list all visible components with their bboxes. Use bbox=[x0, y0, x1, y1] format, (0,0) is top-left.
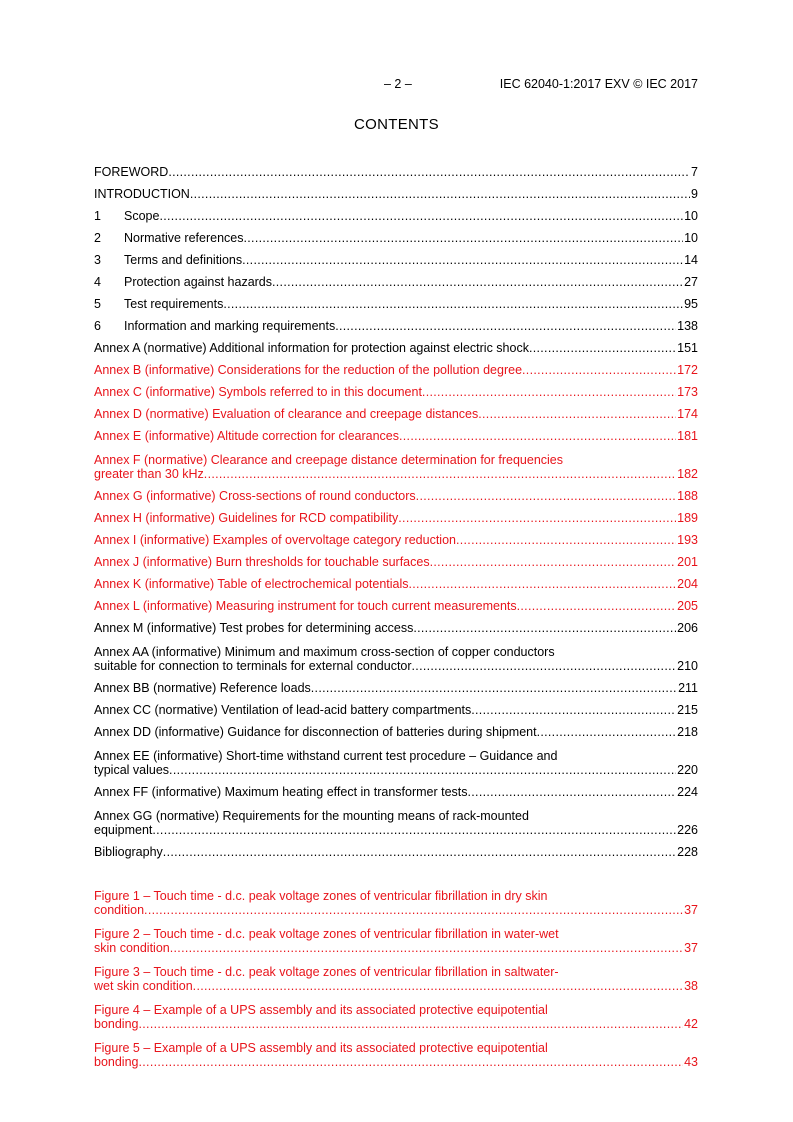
toc-entry-page: 181 bbox=[677, 429, 698, 443]
toc-entry-title-block bbox=[94, 407, 478, 421]
toc-entry-title-block bbox=[94, 385, 422, 399]
toc-entry-title-block bbox=[94, 555, 430, 569]
toc-entry-title: Annex H (informative) Guidelines for RCD compatibility bbox=[94, 511, 399, 525]
toc-entry[interactable] bbox=[94, 613, 698, 635]
toc-entry-title: Annex E (informative) Altitude correction for clearances bbox=[94, 429, 399, 443]
dot-leader bbox=[471, 703, 676, 717]
toc-entry-page: 10 bbox=[684, 231, 698, 245]
toc-entry-page: 10 bbox=[684, 209, 698, 223]
toc-entry-page: 173 bbox=[677, 385, 698, 399]
toc-entry-title: Figure 2 – Touch time - d.c. peak voltage zones of ventricular fibrillation in water-wet bbox=[94, 927, 559, 941]
toc-entry-title-block bbox=[94, 187, 190, 201]
dot-leader bbox=[170, 941, 683, 955]
toc-entry-number: 6 bbox=[94, 319, 101, 333]
toc-entry[interactable] bbox=[94, 547, 698, 569]
dot-leader bbox=[242, 253, 683, 267]
toc-entry-title: INTRODUCTION bbox=[94, 187, 190, 201]
toc-entry[interactable] bbox=[94, 245, 698, 267]
toc-entry-page: 201 bbox=[677, 555, 698, 569]
toc-entry[interactable] bbox=[94, 503, 698, 525]
toc-entry[interactable] bbox=[94, 591, 698, 613]
toc-entry-page: 220 bbox=[677, 763, 698, 777]
toc-entry[interactable] bbox=[94, 717, 698, 739]
toc-entry[interactable] bbox=[94, 157, 698, 179]
toc-entry-title-block bbox=[94, 785, 468, 799]
dot-leader bbox=[204, 467, 676, 481]
toc-entry[interactable] bbox=[94, 695, 698, 717]
toc-entry-number: 1 bbox=[94, 209, 101, 223]
toc-entry-title: Figure 5 – Example of a UPS assembly and its associated protective equipotential bbox=[94, 1041, 548, 1055]
toc-entry-title: Figure 4 – Example of a UPS assembly and its associated protective equipotential bbox=[94, 1003, 548, 1017]
toc-entry-title: Annex CC (normative) Ventilation of lead-acid battery compartments bbox=[94, 703, 472, 717]
toc-entry-title-block bbox=[94, 231, 244, 245]
toc-entry-title-block bbox=[94, 489, 416, 503]
dot-leader bbox=[335, 319, 676, 333]
toc-entry-title-block bbox=[94, 749, 698, 777]
dot-leader bbox=[139, 1055, 684, 1069]
toc-entry[interactable] bbox=[94, 179, 698, 201]
toc-entry-title: Annex GG (normative) Requirements for the mounting means of rack-mounted bbox=[94, 809, 529, 823]
toc-entry-title: Annex D (normative) Evaluation of clearance and creepage distances bbox=[94, 407, 479, 421]
toc-entry-page: 218 bbox=[677, 725, 698, 739]
toc-entry[interactable] bbox=[94, 739, 698, 777]
toc-entry[interactable] bbox=[94, 799, 698, 837]
toc-entry-title: Annex FF (informative) Maximum heating effect in transformer tests bbox=[94, 785, 468, 799]
toc-entry-title-block bbox=[94, 1041, 698, 1069]
toc-entry-page: 14 bbox=[684, 253, 698, 267]
toc-entry-continuation-line bbox=[94, 467, 698, 481]
toc-entry-title-block bbox=[94, 889, 698, 917]
toc-entry-page: 37 bbox=[684, 903, 698, 917]
dot-leader bbox=[144, 903, 683, 917]
toc-entry-title-continuation: typical values bbox=[94, 763, 170, 777]
toc-entry-title-continuation: skin condition bbox=[94, 941, 170, 955]
toc-entry-title: Annex DD (informative) Guidance for disconnection of batteries during shipment bbox=[94, 725, 537, 739]
toc-entry-continuation-line bbox=[94, 941, 698, 955]
toc-entry-page: 42 bbox=[684, 1017, 698, 1031]
dot-leader bbox=[272, 275, 683, 289]
toc-entry-page: 204 bbox=[677, 577, 698, 591]
toc-entry-title-block bbox=[94, 165, 168, 179]
toc-entry-title-block bbox=[94, 703, 471, 717]
toc-entry[interactable] bbox=[94, 421, 698, 443]
toc-entry-continuation-line bbox=[94, 979, 698, 993]
toc-entry[interactable] bbox=[94, 355, 698, 377]
toc-entry-page: 224 bbox=[677, 785, 698, 799]
toc-entry-page: 188 bbox=[677, 489, 698, 503]
toc-entry-title: Annex A (normative) Additional information for protection against electric shock bbox=[94, 341, 529, 355]
toc-entry-page: 7 bbox=[691, 165, 698, 179]
toc-entry-title: Figure 3 – Touch time - d.c. peak voltage zones of ventricular fibrillation in saltwater- bbox=[94, 965, 559, 979]
dot-leader bbox=[139, 1017, 684, 1031]
toc-entry-page: 205 bbox=[677, 599, 698, 613]
toc-entry-title: Annex G (informative) Cross-sections of round conductors bbox=[94, 489, 416, 503]
toc-entry[interactable] bbox=[94, 569, 698, 591]
toc-entry-title: Annex AA (informative) Minimum and maximum cross-section of copper conductors bbox=[94, 645, 555, 659]
table-of-contents bbox=[94, 157, 698, 1069]
toc-entry-title: Annex F (normative) Clearance and creepage distance determination for frequencies bbox=[94, 453, 564, 467]
toc-entry-page: 226 bbox=[677, 823, 698, 837]
toc-entry[interactable] bbox=[94, 399, 698, 421]
toc-entry-title: Annex BB (normative) Reference loads bbox=[94, 681, 311, 695]
dot-leader bbox=[430, 555, 677, 569]
toc-entry-title-block bbox=[94, 253, 242, 267]
toc-entry[interactable] bbox=[94, 1031, 698, 1069]
dot-leader bbox=[529, 341, 676, 355]
toc-entry-number: 4 bbox=[94, 275, 101, 289]
toc-entry-title-continuation: greater than 30 kHz bbox=[94, 467, 204, 481]
dot-leader bbox=[168, 165, 690, 179]
toc-entry-title-block bbox=[94, 275, 272, 289]
toc-entry[interactable] bbox=[94, 917, 698, 955]
toc-entry-title-continuation: suitable for connection to terminals for external conductor bbox=[94, 659, 412, 673]
dot-leader bbox=[537, 725, 677, 739]
toc-entry-title-block bbox=[94, 599, 517, 613]
toc-entry-title: Annex EE (informative) Short-time withstand current test procedure – Guidance and bbox=[94, 749, 558, 763]
dot-leader bbox=[223, 297, 683, 311]
toc-entry-page: 174 bbox=[677, 407, 698, 421]
toc-entry-title: Information and marking requirements bbox=[124, 319, 336, 333]
toc-entry-continuation-line bbox=[94, 1055, 698, 1069]
toc-entry[interactable] bbox=[94, 377, 698, 399]
toc-entry-number: 2 bbox=[94, 231, 101, 245]
toc-entry-title: Normative references bbox=[124, 231, 244, 245]
toc-entry-title: Figure 1 – Touch time - d.c. peak voltage zones of ventricular fibrillation in dry skin bbox=[94, 889, 548, 903]
toc-entry-page: 37 bbox=[684, 941, 698, 955]
dot-leader bbox=[311, 681, 677, 695]
toc-entry[interactable] bbox=[94, 333, 698, 355]
toc-entry-title: Protection against hazards bbox=[124, 275, 273, 289]
toc-entry-page: 193 bbox=[677, 533, 698, 547]
toc-entry-page: 95 bbox=[684, 297, 698, 311]
page-number: – 2 – bbox=[384, 77, 412, 91]
toc-entry-page: 9 bbox=[691, 187, 698, 201]
toc-entry-title-block bbox=[94, 363, 522, 377]
toc-entry-title-continuation: condition bbox=[94, 903, 145, 917]
dot-leader bbox=[478, 407, 676, 421]
standard-reference: IEC 62040-1:2017 EXV © IEC 2017 bbox=[499, 77, 698, 91]
toc-entry-title: Annex C (informative) Symbols referred to in this document bbox=[94, 385, 422, 399]
dot-leader bbox=[193, 979, 683, 993]
toc-entry-title-block bbox=[94, 577, 409, 591]
toc-entry-page: 172 bbox=[677, 363, 698, 377]
toc-entry-title-block bbox=[94, 645, 698, 673]
toc-entry-title: Annex J (informative) Burn thresholds for touchable surfaces bbox=[94, 555, 430, 569]
toc-entry-title-continuation: bonding bbox=[94, 1017, 139, 1031]
dot-leader bbox=[399, 429, 676, 443]
toc-entry-continuation-line bbox=[94, 1017, 698, 1031]
toc-entry[interactable] bbox=[94, 223, 698, 245]
toc-entry-number: 3 bbox=[94, 253, 101, 267]
dot-leader bbox=[244, 231, 684, 245]
toc-entry-page: 182 bbox=[677, 467, 698, 481]
toc-entry-title: Annex I (informative) Examples of overvoltage category reduction bbox=[94, 533, 456, 547]
toc-entry-page: 215 bbox=[677, 703, 698, 717]
toc-entry-title-block bbox=[94, 533, 456, 547]
toc-entry-title: Test requirements bbox=[124, 297, 224, 311]
toc-entry-number: 5 bbox=[94, 297, 101, 311]
dot-leader bbox=[416, 489, 676, 503]
toc-entry-title-block bbox=[94, 319, 335, 333]
toc-entry[interactable] bbox=[94, 673, 698, 695]
toc-entry-title: Scope bbox=[124, 209, 160, 223]
toc-entry[interactable] bbox=[94, 837, 698, 859]
toc-entry-continuation-line bbox=[94, 763, 698, 777]
toc-entry[interactable] bbox=[94, 443, 698, 481]
dot-leader bbox=[409, 577, 677, 591]
toc-entry-page: 206 bbox=[677, 621, 698, 635]
toc-entry-page: 138 bbox=[677, 319, 698, 333]
toc-entry-page: 43 bbox=[684, 1055, 698, 1069]
dot-leader bbox=[169, 763, 676, 777]
toc-entry-title-continuation: bonding bbox=[94, 1055, 139, 1069]
toc-entry-title-block bbox=[94, 453, 698, 481]
toc-entry-title-continuation: equipment bbox=[94, 823, 153, 837]
dot-leader bbox=[163, 845, 676, 859]
toc-entry[interactable] bbox=[94, 879, 698, 917]
toc-entry[interactable] bbox=[94, 525, 698, 547]
toc-entry-title-block bbox=[94, 297, 223, 311]
toc-entry[interactable] bbox=[94, 267, 698, 289]
toc-entry[interactable] bbox=[94, 289, 698, 311]
dot-leader bbox=[468, 785, 677, 799]
toc-entry[interactable] bbox=[94, 311, 698, 333]
toc-entry-title-block bbox=[94, 965, 698, 993]
toc-entry-title: Annex L (informative) Measuring instrument for touch current measurements bbox=[94, 599, 517, 613]
toc-entry[interactable] bbox=[94, 955, 698, 993]
toc-entry-title: Annex B (informative) Considerations for the reduction of the pollution degree bbox=[94, 363, 523, 377]
toc-entry[interactable] bbox=[94, 201, 698, 223]
toc-entry-page: 151 bbox=[677, 341, 698, 355]
dot-leader bbox=[522, 363, 676, 377]
dot-leader bbox=[422, 385, 676, 399]
toc-entry-title-block bbox=[94, 1003, 698, 1031]
toc-entry-title-block bbox=[94, 209, 159, 223]
toc-entry-title-block bbox=[94, 725, 537, 739]
dot-leader bbox=[152, 823, 676, 837]
dot-leader bbox=[190, 187, 690, 201]
toc-entry-page: 38 bbox=[684, 979, 698, 993]
dot-leader bbox=[517, 599, 677, 613]
toc-entry-title: Terms and definitions bbox=[124, 253, 243, 267]
toc-entry-page: 189 bbox=[677, 511, 698, 525]
toc-entry-title-block bbox=[94, 681, 311, 695]
toc-entry[interactable] bbox=[94, 635, 698, 673]
toc-entry-page: 27 bbox=[684, 275, 698, 289]
toc-entry-title: FOREWORD bbox=[94, 165, 169, 179]
toc-entry[interactable] bbox=[94, 777, 698, 799]
toc-entry-title-block bbox=[94, 927, 698, 955]
toc-entry-page: 228 bbox=[677, 845, 698, 859]
toc-entry-title-block bbox=[94, 845, 163, 859]
toc-entry-title: Annex M (informative) Test probes for determining access bbox=[94, 621, 414, 635]
dot-leader bbox=[398, 511, 676, 525]
toc-entry-page: 211 bbox=[678, 681, 698, 695]
toc-entry[interactable] bbox=[94, 481, 698, 503]
toc-entry-title-block bbox=[94, 511, 398, 525]
dot-leader bbox=[159, 209, 683, 223]
toc-entry-title: Bibliography bbox=[94, 845, 163, 859]
toc-entry-title-continuation: wet skin condition bbox=[94, 979, 193, 993]
toc-entry-continuation-line bbox=[94, 659, 698, 673]
toc-entry-title: Annex K (informative) Table of electrochemical potentials bbox=[94, 577, 409, 591]
toc-entry[interactable] bbox=[94, 993, 698, 1031]
page-title: CONTENTS bbox=[354, 116, 439, 133]
toc-entry-title-block bbox=[94, 429, 399, 443]
toc-entry-continuation-line bbox=[94, 823, 698, 837]
toc-entry-page: 210 bbox=[677, 659, 698, 673]
dot-leader bbox=[412, 659, 677, 673]
toc-entry-title-block bbox=[94, 809, 698, 837]
page-header bbox=[94, 77, 698, 93]
toc-entry-continuation-line bbox=[94, 903, 698, 917]
dot-leader bbox=[413, 621, 676, 635]
dot-leader bbox=[456, 533, 676, 547]
toc-entry-title-block bbox=[94, 621, 413, 635]
toc-entry-title-block bbox=[94, 341, 529, 355]
